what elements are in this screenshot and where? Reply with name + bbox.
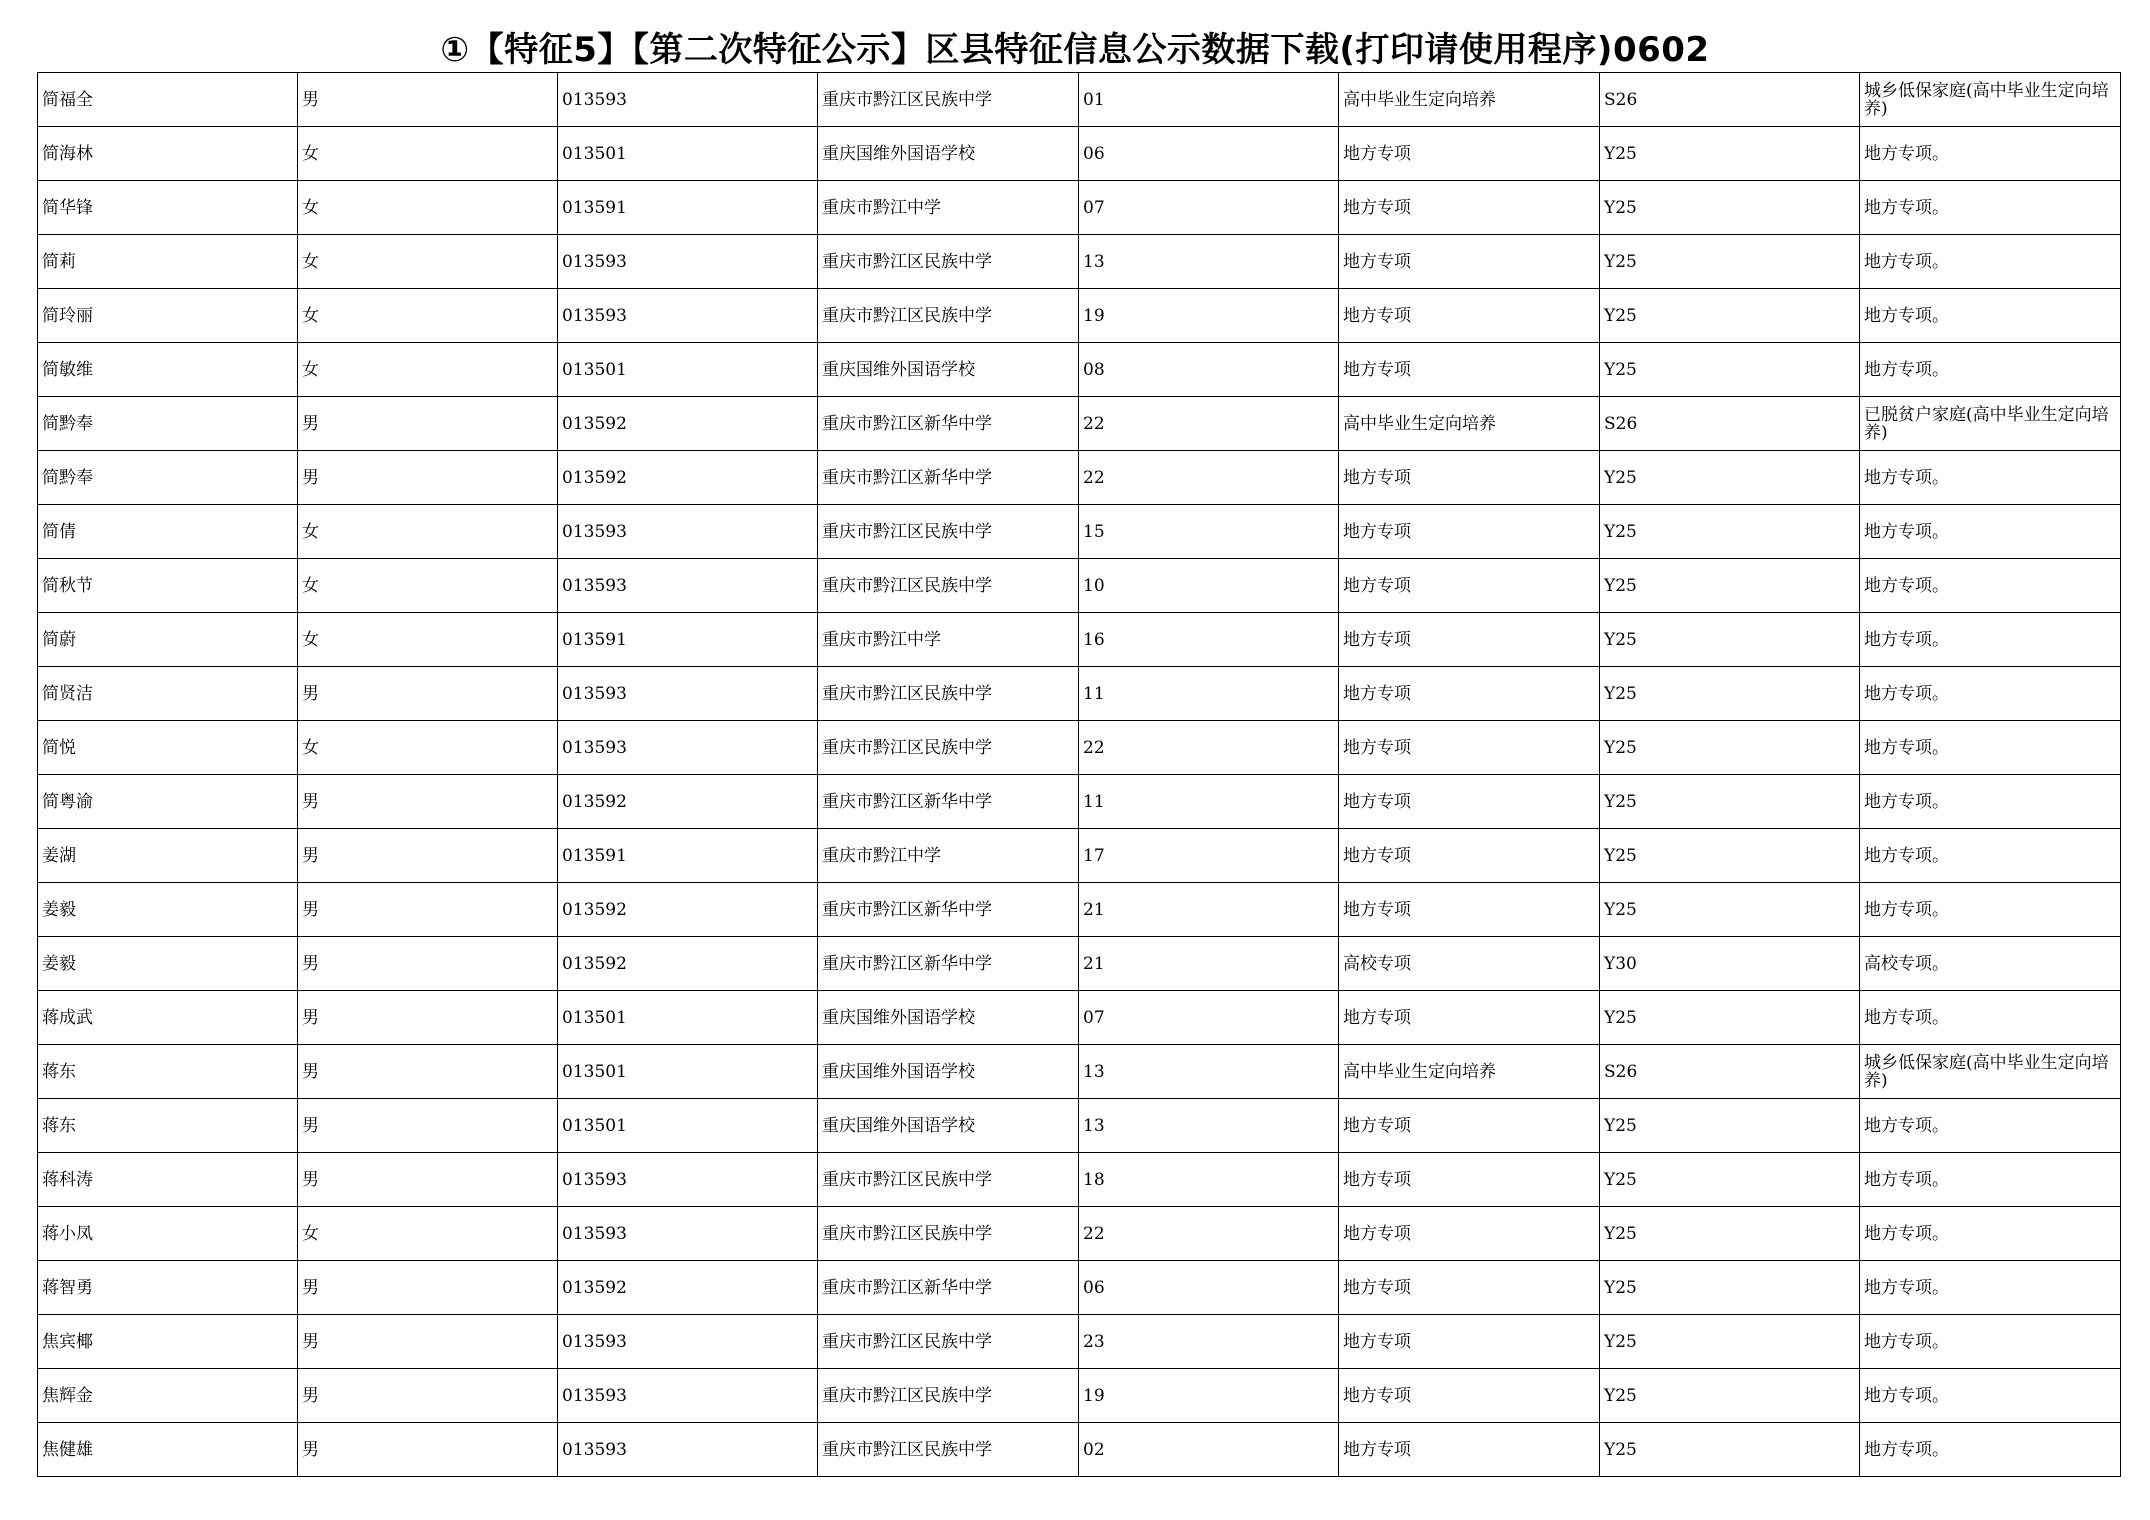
name-cell: 蒋成武 (38, 991, 298, 1045)
code-cell: Y25 (1600, 505, 1860, 559)
table-row (38, 775, 2121, 829)
name-cell: 简蔚 (38, 613, 298, 667)
category-cell: 地方专项 (1339, 829, 1600, 883)
school-code-cell: 013593 (558, 1153, 818, 1207)
category-cell: 地方专项 (1339, 1261, 1600, 1315)
name-cell: 简倩 (38, 505, 298, 559)
gender-cell: 男 (298, 1099, 558, 1153)
class-cell: 22 (1079, 1207, 1339, 1261)
code-cell: S26 (1600, 73, 1860, 127)
remark-cell: 地方专项。 (1860, 343, 2121, 397)
name-cell: 焦健雄 (38, 1423, 298, 1477)
name-cell: 简海林 (38, 127, 298, 181)
name-cell: 简福全 (38, 73, 298, 127)
school-code-cell: 013593 (558, 1369, 818, 1423)
category-cell: 地方专项 (1339, 451, 1600, 505)
category-cell: 地方专项 (1339, 1315, 1600, 1369)
remark-cell: 城乡低保家庭(高中毕业生定向培养) (1860, 1045, 2121, 1099)
code-cell: Y25 (1600, 829, 1860, 883)
class-cell: 16 (1079, 613, 1339, 667)
class-cell: 02 (1079, 1423, 1339, 1477)
class-cell: 23 (1079, 1315, 1339, 1369)
category-cell: 高中毕业生定向培养 (1339, 397, 1600, 451)
name-cell: 简秋节 (38, 559, 298, 613)
name-cell: 蒋科涛 (38, 1153, 298, 1207)
gender-cell: 男 (298, 829, 558, 883)
class-cell: 10 (1079, 559, 1339, 613)
records-table-wrapper (37, 72, 2120, 1477)
table-row (38, 181, 2121, 235)
category-cell: 地方专项 (1339, 127, 1600, 181)
code-cell: Y25 (1600, 667, 1860, 721)
school-name-cell: 重庆市黔江区新华中学 (818, 883, 1079, 937)
category-cell: 地方专项 (1339, 559, 1600, 613)
school-name-cell: 重庆国维外国语学校 (818, 127, 1079, 181)
class-cell: 15 (1079, 505, 1339, 559)
remark-cell: 地方专项。 (1860, 1423, 2121, 1477)
gender-cell: 女 (298, 559, 558, 613)
code-cell: Y25 (1600, 451, 1860, 505)
code-cell: Y25 (1600, 127, 1860, 181)
remark-cell: 地方专项。 (1860, 775, 2121, 829)
table-row (38, 937, 2121, 991)
school-code-cell: 013591 (558, 181, 818, 235)
school-code-cell: 013592 (558, 775, 818, 829)
table-row (38, 343, 2121, 397)
category-cell: 地方专项 (1339, 883, 1600, 937)
remark-cell: 地方专项。 (1860, 505, 2121, 559)
name-cell: 姜湖 (38, 829, 298, 883)
gender-cell: 男 (298, 937, 558, 991)
school-code-cell: 013591 (558, 829, 818, 883)
remark-cell: 地方专项。 (1860, 1099, 2121, 1153)
class-cell: 19 (1079, 1369, 1339, 1423)
school-name-cell: 重庆市黔江中学 (818, 181, 1079, 235)
table-row (38, 127, 2121, 181)
code-cell: S26 (1600, 397, 1860, 451)
class-cell: 19 (1079, 289, 1339, 343)
name-cell: 焦宾椰 (38, 1315, 298, 1369)
school-name-cell: 重庆市黔江区民族中学 (818, 235, 1079, 289)
gender-cell: 女 (298, 127, 558, 181)
class-cell: 01 (1079, 73, 1339, 127)
remark-cell: 地方专项。 (1860, 667, 2121, 721)
school-code-cell: 013592 (558, 451, 818, 505)
remark-cell: 地方专项。 (1860, 451, 2121, 505)
category-cell: 地方专项 (1339, 721, 1600, 775)
school-name-cell: 重庆国维外国语学校 (818, 343, 1079, 397)
name-cell: 蒋东 (38, 1099, 298, 1153)
category-cell: 地方专项 (1339, 1369, 1600, 1423)
school-name-cell: 重庆市黔江区民族中学 (818, 1369, 1079, 1423)
class-cell: 18 (1079, 1153, 1339, 1207)
code-cell: Y25 (1600, 613, 1860, 667)
gender-cell: 男 (298, 667, 558, 721)
table-row (38, 1369, 2121, 1423)
gender-cell: 男 (298, 991, 558, 1045)
gender-cell: 女 (298, 289, 558, 343)
table-row (38, 829, 2121, 883)
name-cell: 简悦 (38, 721, 298, 775)
code-cell: Y25 (1600, 181, 1860, 235)
code-cell: Y25 (1600, 721, 1860, 775)
category-cell: 地方专项 (1339, 667, 1600, 721)
school-name-cell: 重庆市黔江中学 (818, 613, 1079, 667)
code-cell: Y25 (1600, 1153, 1860, 1207)
school-name-cell: 重庆市黔江区新华中学 (818, 451, 1079, 505)
table-row (38, 289, 2121, 343)
remark-cell: 地方专项。 (1860, 1261, 2121, 1315)
category-cell: 地方专项 (1339, 343, 1600, 397)
gender-cell: 女 (298, 235, 558, 289)
name-cell: 简敏维 (38, 343, 298, 397)
name-cell: 简华锋 (38, 181, 298, 235)
school-name-cell: 重庆市黔江区民族中学 (818, 1207, 1079, 1261)
table-row (38, 721, 2121, 775)
remark-cell: 高校专项。 (1860, 937, 2121, 991)
school-name-cell: 重庆市黔江区民族中学 (818, 559, 1079, 613)
category-cell: 地方专项 (1339, 181, 1600, 235)
school-code-cell: 013501 (558, 1099, 818, 1153)
category-cell: 地方专项 (1339, 775, 1600, 829)
class-cell: 22 (1079, 451, 1339, 505)
category-cell: 地方专项 (1339, 1423, 1600, 1477)
table-row (38, 1261, 2121, 1315)
code-cell: Y25 (1600, 883, 1860, 937)
code-cell: Y25 (1600, 1261, 1860, 1315)
school-code-cell: 013591 (558, 613, 818, 667)
school-code-cell: 013593 (558, 235, 818, 289)
class-cell: 13 (1079, 1099, 1339, 1153)
table-row (38, 559, 2121, 613)
category-cell: 高中毕业生定向培养 (1339, 73, 1600, 127)
table-row (38, 883, 2121, 937)
code-cell: Y25 (1600, 991, 1860, 1045)
school-code-cell: 013592 (558, 937, 818, 991)
code-cell: Y25 (1600, 1315, 1860, 1369)
gender-cell: 男 (298, 883, 558, 937)
remark-cell: 城乡低保家庭(高中毕业生定向培养) (1860, 73, 2121, 127)
remark-cell: 地方专项。 (1860, 127, 2121, 181)
code-cell: Y25 (1600, 775, 1860, 829)
table-row (38, 613, 2121, 667)
school-name-cell: 重庆国维外国语学校 (818, 991, 1079, 1045)
school-code-cell: 013501 (558, 343, 818, 397)
gender-cell: 男 (298, 397, 558, 451)
class-cell: 07 (1079, 991, 1339, 1045)
class-cell: 22 (1079, 721, 1339, 775)
code-cell: Y30 (1600, 937, 1860, 991)
class-cell: 06 (1079, 127, 1339, 181)
class-cell: 13 (1079, 235, 1339, 289)
school-name-cell: 重庆市黔江区民族中学 (818, 1423, 1079, 1477)
name-cell: 简莉 (38, 235, 298, 289)
code-cell: Y25 (1600, 1369, 1860, 1423)
category-cell: 地方专项 (1339, 1099, 1600, 1153)
remark-cell: 地方专项。 (1860, 181, 2121, 235)
category-cell: 地方专项 (1339, 1207, 1600, 1261)
gender-cell: 男 (298, 73, 558, 127)
table-row (38, 1153, 2121, 1207)
school-code-cell: 013593 (558, 73, 818, 127)
name-cell: 简玲丽 (38, 289, 298, 343)
name-cell: 简贤洁 (38, 667, 298, 721)
school-code-cell: 013593 (558, 1315, 818, 1369)
page-title: ①【特征5】【第二次特征公示】区县特征信息公示数据下载(打印请使用程序)0602 (440, 30, 1710, 70)
remark-cell: 地方专项。 (1860, 235, 2121, 289)
school-name-cell: 重庆市黔江区新华中学 (818, 397, 1079, 451)
remark-cell: 地方专项。 (1860, 289, 2121, 343)
school-name-cell: 重庆市黔江区新华中学 (818, 1261, 1079, 1315)
school-name-cell: 重庆市黔江区民族中学 (818, 667, 1079, 721)
code-cell: Y25 (1600, 1099, 1860, 1153)
category-cell: 高中毕业生定向培养 (1339, 1045, 1600, 1099)
school-name-cell: 重庆市黔江区民族中学 (818, 505, 1079, 559)
gender-cell: 女 (298, 1207, 558, 1261)
school-name-cell: 重庆市黔江区民族中学 (818, 1315, 1079, 1369)
class-cell: 13 (1079, 1045, 1339, 1099)
table-row (38, 1315, 2121, 1369)
class-cell: 22 (1079, 397, 1339, 451)
class-cell: 07 (1079, 181, 1339, 235)
table-row (38, 1045, 2121, 1099)
name-cell: 蒋智勇 (38, 1261, 298, 1315)
table-row (38, 235, 2121, 289)
school-name-cell: 重庆国维外国语学校 (818, 1099, 1079, 1153)
school-code-cell: 013593 (558, 721, 818, 775)
remark-cell: 地方专项。 (1860, 991, 2121, 1045)
name-cell: 简黔奉 (38, 397, 298, 451)
category-cell: 地方专项 (1339, 613, 1600, 667)
remark-cell: 地方专项。 (1860, 1369, 2121, 1423)
school-code-cell: 013593 (558, 505, 818, 559)
gender-cell: 男 (298, 1423, 558, 1477)
name-cell: 简粤渝 (38, 775, 298, 829)
name-cell: 姜毅 (38, 883, 298, 937)
class-cell: 17 (1079, 829, 1339, 883)
school-code-cell: 013501 (558, 991, 818, 1045)
table-row (38, 1423, 2121, 1477)
gender-cell: 女 (298, 181, 558, 235)
class-cell: 11 (1079, 667, 1339, 721)
school-code-cell: 013593 (558, 559, 818, 613)
school-code-cell: 013592 (558, 1261, 818, 1315)
school-name-cell: 重庆市黔江区民族中学 (818, 289, 1079, 343)
school-code-cell: 013501 (558, 1045, 818, 1099)
code-cell: Y25 (1600, 343, 1860, 397)
name-cell: 蒋小凤 (38, 1207, 298, 1261)
school-code-cell: 013592 (558, 883, 818, 937)
remark-cell: 地方专项。 (1860, 1315, 2121, 1369)
records-table (37, 72, 2121, 1477)
gender-cell: 男 (298, 1261, 558, 1315)
category-cell: 地方专项 (1339, 1153, 1600, 1207)
remark-cell: 地方专项。 (1860, 1153, 2121, 1207)
remark-cell: 地方专项。 (1860, 829, 2121, 883)
table-row (38, 505, 2121, 559)
school-code-cell: 013593 (558, 1207, 818, 1261)
remark-cell: 地方专项。 (1860, 883, 2121, 937)
code-cell: Y25 (1600, 289, 1860, 343)
school-name-cell: 重庆市黔江区民族中学 (818, 721, 1079, 775)
gender-cell: 男 (298, 775, 558, 829)
name-cell: 焦辉金 (38, 1369, 298, 1423)
name-cell: 姜毅 (38, 937, 298, 991)
school-name-cell: 重庆市黔江区民族中学 (818, 73, 1079, 127)
records-table-body (38, 73, 2121, 1477)
school-name-cell: 重庆市黔江区民族中学 (818, 1153, 1079, 1207)
name-cell: 简黔奉 (38, 451, 298, 505)
gender-cell: 男 (298, 451, 558, 505)
school-name-cell: 重庆市黔江区新华中学 (818, 775, 1079, 829)
code-cell: Y25 (1600, 235, 1860, 289)
gender-cell: 男 (298, 1153, 558, 1207)
class-cell: 21 (1079, 883, 1339, 937)
table-row (38, 73, 2121, 127)
gender-cell: 女 (298, 613, 558, 667)
gender-cell: 女 (298, 721, 558, 775)
school-code-cell: 013593 (558, 289, 818, 343)
table-row (38, 991, 2121, 1045)
school-name-cell: 重庆市黔江区新华中学 (818, 937, 1079, 991)
table-row (38, 1099, 2121, 1153)
category-cell: 地方专项 (1339, 289, 1600, 343)
remark-cell: 地方专项。 (1860, 1207, 2121, 1261)
gender-cell: 男 (298, 1369, 558, 1423)
gender-cell: 女 (298, 343, 558, 397)
school-name-cell: 重庆国维外国语学校 (818, 1045, 1079, 1099)
table-row (38, 397, 2121, 451)
gender-cell: 女 (298, 505, 558, 559)
remark-cell: 地方专项。 (1860, 559, 2121, 613)
category-cell: 高校专项 (1339, 937, 1600, 991)
code-cell: S26 (1600, 1045, 1860, 1099)
gender-cell: 男 (298, 1045, 558, 1099)
class-cell: 21 (1079, 937, 1339, 991)
school-name-cell: 重庆市黔江中学 (818, 829, 1079, 883)
category-cell: 地方专项 (1339, 991, 1600, 1045)
remark-cell: 地方专项。 (1860, 613, 2121, 667)
class-cell: 08 (1079, 343, 1339, 397)
code-cell: Y25 (1600, 559, 1860, 613)
remark-cell: 已脱贫户家庭(高中毕业生定向培养) (1860, 397, 2121, 451)
table-row (38, 1207, 2121, 1261)
table-row (38, 451, 2121, 505)
class-cell: 06 (1079, 1261, 1339, 1315)
school-code-cell: 013593 (558, 1423, 818, 1477)
class-cell: 11 (1079, 775, 1339, 829)
code-cell: Y25 (1600, 1207, 1860, 1261)
school-code-cell: 013592 (558, 397, 818, 451)
gender-cell: 男 (298, 1315, 558, 1369)
code-cell: Y25 (1600, 1423, 1860, 1477)
category-cell: 地方专项 (1339, 235, 1600, 289)
school-code-cell: 013593 (558, 667, 818, 721)
table-row (38, 667, 2121, 721)
name-cell: 蒋东 (38, 1045, 298, 1099)
category-cell: 地方专项 (1339, 505, 1600, 559)
remark-cell: 地方专项。 (1860, 721, 2121, 775)
school-code-cell: 013501 (558, 127, 818, 181)
